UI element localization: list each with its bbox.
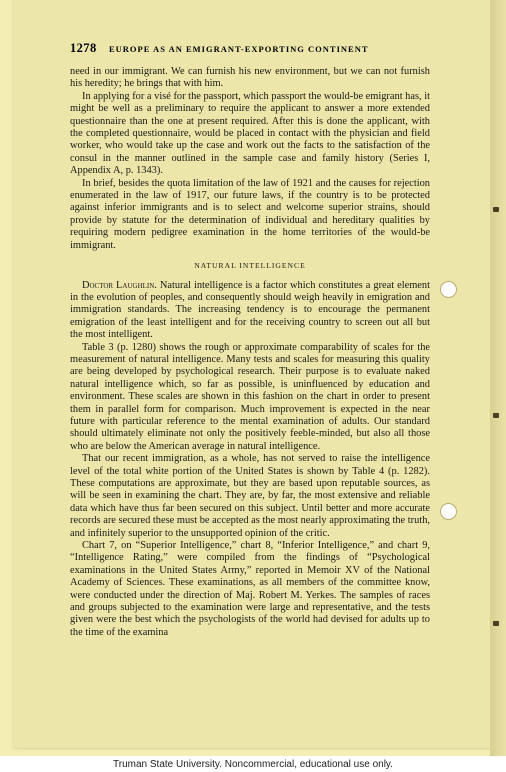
punch-hole [440,281,457,298]
paragraph: need in our immigrant. We can furnish his new environment, but we can not furnish his heredity; he brings that with him. [70,66,430,90]
paragraph: Chart 7, on “Superior Intelligence,” chart 8, “Inferior Intelligence,” and chart 9, “Intelligence Rating,” were compiled from the findings of “Psychological examinations in the United States Army,” reported in Memoir XV of the National Academy of Sciences. These examinations, as all members of the committee know, were conducted under the direction of Maj. Robert M. Yerkes. The samples of races and groups subjected to the examination were large and representative, and the tests given were the best which the psychologists of the world had devised for adults up to the time of the examina [70,540,430,638]
punch-hole [440,503,457,520]
paragraph-text: Natural intelligence is a factor which constitutes a great element in the evolution of peoples, and consequently should weigh heavily in emigration and immigration standards. The increasing tendency is to encourage the permanent emigration of the least intelligent and for the receiving country to screen out all but the most intelligent. [70,279,430,341]
speaker-name: Doctor Laughlin. [82,279,157,291]
paragraph: In applying for a visé for the passport, which passport the would-be emigrant has, it might be well as a preliminary to require the applicant to answer a more extended questionnaire than the one at present required. After this is done the applicant, with the completed questionnaire, would be placed in contact with the physician and field worker, who would take up the case and work out the facts to the satisfaction of the consul in the manner outlined in the sample case and family history (Series I, Appendix A, p. 1343). [70,90,431,177]
running-title: EUROPE AS AN EMIGRANT-EXPORTING CONTINENT [108,44,369,54]
paragraph: Table 3 (p. 1280) shows the rough or approximate comparability of scales for the measurement of natural intelligence. Many tests and scales for measuring this quality are being developed by psychological research. Their purpose is to evaluate naked natural intelligence which, so far as possible, is uninfluenced by education and environment. These scales are shown in this fashion on the chart in order to present them in parallel form for comparison. Much improvement is expected in the near future with particular reference to the mental examination of adults. Our standard should ultimately eliminate not only the positively feeble-minded, but also all those who are below the American average in natural intelligence. [70,341,430,452]
section-heading: NATURAL INTELLIGENCE [194,261,306,271]
page-edge [490,0,506,756]
copyright-footer: Truman State University. Noncommercial, educational use only. [113,759,393,770]
paragraph [70,280,430,342]
page-number: 1278 [70,41,97,55]
binding-mark [493,207,499,212]
binding-mark [493,413,499,418]
paragraph: In brief, besides the quota limitation of the law of 1921 and the causes for rejection enumerated in the law of 1917, our future laws, if the country is to be protected against inferior immigrants and is to select and welcome superior strains, should provide by statute for the determination of individual and hereditary qualities by requiring modern pedigree examination in the home territories of the would-be immigrant. [70,177,430,251]
binding-mark [493,621,499,626]
running-head [70,40,430,58]
paragraph: That our recent immigration, as a whole, has not served to raise the intelligence level of the total white portion of the United States is shown by Table 4 (p. 1282). These computations are approximate, but they are based upon reputable sources, as will be seen in examining the chart. They are, by far, the most extensive and reliable data which have thus far been secured on this subject. Until better and more accurate records are secured these must be accepted as the most nearly approximating the truth, and infinitely superior to the unsupported opinion of the critic. [70,453,430,539]
document-body [70,66,430,639]
